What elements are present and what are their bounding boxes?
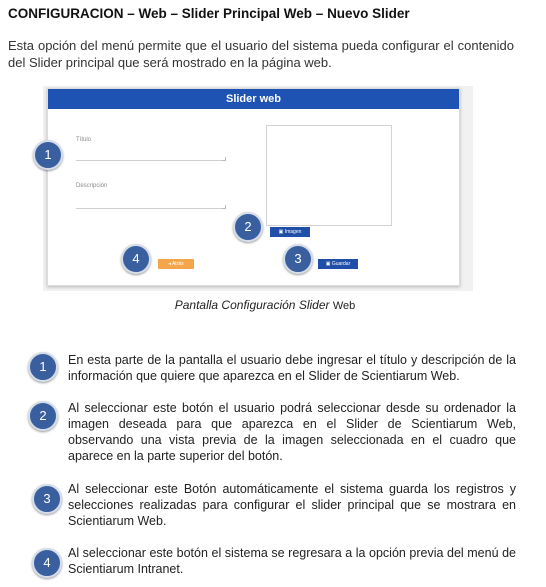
callout-badge-4: 4 [121,244,151,274]
save-button-label: Guardar [331,261,351,267]
figure-caption [0,298,530,312]
image-button-label: Imagen [284,229,302,235]
callout-badge-3: 3 [283,244,313,274]
image-preview-box [266,125,392,226]
image-icon: ▣ [278,229,285,235]
screenshot-figure [43,86,473,291]
item-description-4: Al seleccionar este botón el sistema se regresara a la opción previa del menú de Scientiarum Intranet. [68,546,516,576]
item-description-3: Al seleccionar este Botón automáticamente el sistema guarda los registros y selecciones realizadas para configurar el slider principal que se mostrara en Scientiarum Web. [68,482,516,528]
description-input[interactable] [76,208,226,209]
item-badge-3: 3 [32,484,62,514]
intro-paragraph: Esta opción del menú permite que el usuario del sistema pueda configurar el contenido del Slider principal que será mostrado en la página web. [8,38,514,70]
item-description-1: En esta parte de la pantalla el usuario debe ingresar el título y descripción de la información que quiere que aparezca en el Slider de Scientiarum Web. [68,353,516,383]
item-description-2: Al seleccionar este botón el usuario podrá seleccionar desde su ordenador la imagen deseada para que aparezca en el Slider de Scientiarum Web, observando una vista previa de la imagen seleccionada en el cuadro que aparece en la parte superior del botón. [68,401,516,463]
slider-form-panel [47,88,460,286]
back-arrow-icon: ◂ [168,261,172,267]
item-badge-2: 2 [28,401,58,431]
image-button[interactable] [270,227,310,237]
title-label: Título [76,137,92,143]
back-button[interactable] [158,259,194,269]
save-icon: ▣ [325,261,332,267]
caption-suffix: Web [332,300,356,312]
callout-badge-2: 2 [233,212,263,242]
panel-header: Slider web [48,89,459,109]
description-label: Descripción [76,183,108,189]
save-button[interactable] [318,259,358,269]
callout-badge-1: 1 [33,140,63,170]
document-heading: CONFIGURACION – Web – Slider Principal Web – Nuevo Slider [8,6,410,21]
caption-text: Pantalla Configuración Slider [174,298,330,312]
item-badge-4: 4 [32,548,62,578]
item-badge-1: 1 [28,352,58,382]
title-input[interactable] [76,160,226,161]
back-button-label: Atrás [171,261,184,267]
